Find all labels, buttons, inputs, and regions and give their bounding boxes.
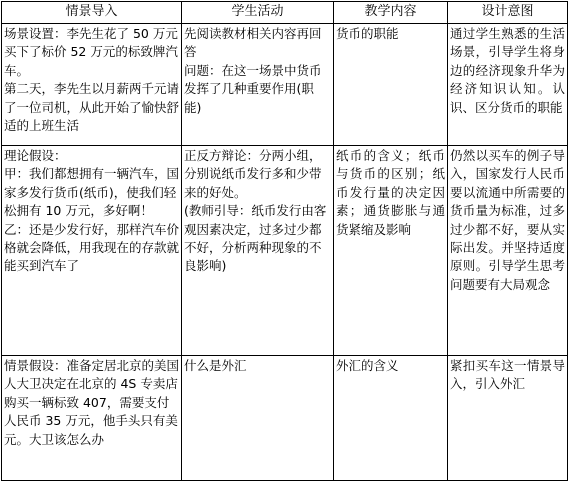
activity-cell xyxy=(182,146,334,356)
intent-paragraph: 仍然以买车的例子导入，国家发行人民币要以流通中所需要的货币量为标准，过多过少都不好，要从实际出发。并坚持适度原则。引导学生思考问题要有大局观念 xyxy=(450,148,565,292)
intent-paragraph: 紧扣买车这一情景导入，引入外汇 xyxy=(450,358,565,392)
scene-paragraph: 场景设置：李先生花了 50 万元买下了标价 52 万元的标致牌汽车。 xyxy=(4,26,178,78)
activity-paragraph: (教师引导：纸币发行由客观因素决定，过多过少都不好，分析两种现象的不良影响) xyxy=(184,203,327,274)
scene-cell xyxy=(2,146,182,356)
table-row xyxy=(2,356,568,481)
content-cell xyxy=(334,24,448,146)
activity-cell xyxy=(182,356,334,481)
scene-paragraph: 第二天，李先生以月薪两千元请了一位司机，从此开始了愉快舒适的上班生活 xyxy=(4,81,180,134)
scene-cell xyxy=(2,356,182,481)
content-paragraph: 货币的职能 xyxy=(336,26,399,41)
content-paragraph: 纸币的含义；纸币与货币的区别；纸币发行量的决定因素；通货膨胀与通货紧缩及影响 xyxy=(336,148,445,237)
activity-paragraph: 什么是外汇 xyxy=(184,358,247,373)
activity-paragraph: 正反方辩论：分两小组，分别说纸币发行多和少带来的好处。 xyxy=(184,148,322,200)
activity-cell xyxy=(182,24,334,146)
header-content: 教学内容 xyxy=(334,2,448,24)
intent-paragraph: 通过学生熟悉的生活场景，引导学生将身边的经济现象升华为经济知识认知。认识、区分货币的职能 xyxy=(450,26,565,115)
header-intent: 设计意图 xyxy=(448,2,568,24)
table-row xyxy=(2,24,568,146)
header-activity: 学生活动 xyxy=(182,2,334,24)
intent-cell xyxy=(448,146,568,356)
intent-cell xyxy=(448,24,568,146)
intent-cell xyxy=(448,356,568,481)
activity-paragraph: 问题：在这一场景中货币发挥了几种重要作用(职能) xyxy=(184,62,322,115)
scene-paragraph: 乙：还是少发行好，那样汽车价格就会降低，用我现在的存款就能买到汽车了 xyxy=(4,221,180,274)
lesson-plan-table xyxy=(1,1,568,481)
scene-paragraph: 情景假设：准备定居北京的美国人大卫决定在北京的 4S 专卖店购买一辆标致 407，需要支付人民币 35 万元，他手头只有美元。大卫该怎么办 xyxy=(4,358,180,447)
table-row xyxy=(2,146,568,356)
header-scene: 情景导入 xyxy=(2,2,182,24)
scene-cell xyxy=(2,24,182,146)
content-cell xyxy=(334,146,448,356)
scene-paragraph: 理论假设： xyxy=(4,148,67,163)
content-cell xyxy=(334,356,448,481)
scene-paragraph: 甲：我们都想拥有一辆汽车，国家多发行货币(纸币)，使我们轻松拥有 10 万元，多好啊！ xyxy=(4,166,180,219)
header-row xyxy=(2,2,568,24)
content-paragraph: 外汇的含义 xyxy=(336,358,399,373)
activity-paragraph: 先阅读教材相关内容再回答 xyxy=(184,26,322,60)
